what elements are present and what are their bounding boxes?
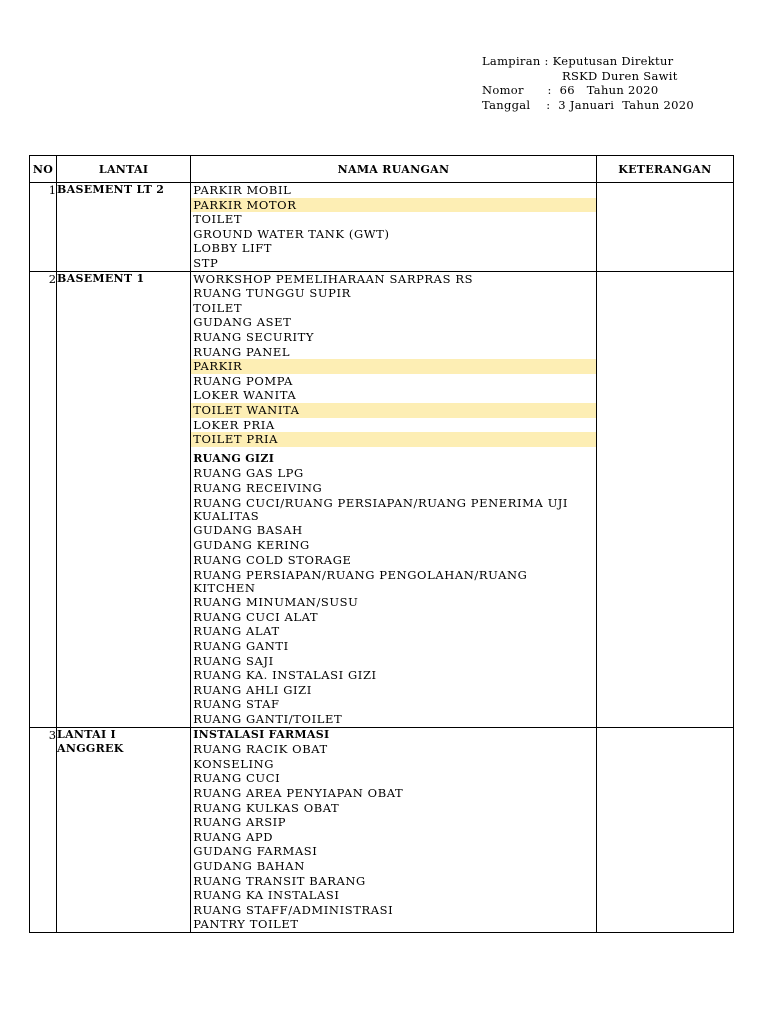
room-list-cell bbox=[191, 183, 597, 272]
room-item: PARKIR MOBIL bbox=[193, 183, 292, 197]
room-item: RUANG PANEL bbox=[193, 344, 291, 359]
room-list-cell bbox=[191, 271, 597, 727]
row-number: 2 bbox=[30, 271, 57, 727]
room-item: RUANG MINUMAN/SUSU bbox=[193, 595, 359, 610]
room-item: GUDANG ASET bbox=[193, 315, 292, 330]
floor-cell bbox=[57, 183, 191, 272]
room-item: PARKIR MOTOR bbox=[191, 198, 596, 213]
room-group-heading: INSTALASI FARMASI bbox=[193, 727, 330, 741]
room-item: GUDANG BASAH bbox=[193, 523, 303, 538]
room-item: RUANG SECURITY bbox=[193, 329, 315, 344]
room-item: RUANG ARSIP bbox=[193, 815, 287, 830]
room-item: RUANG KULKAS OBAT bbox=[193, 800, 340, 815]
header-keterangan: KETERANGAN bbox=[596, 156, 733, 183]
room-item: RUANG COLD STORAGE bbox=[193, 552, 352, 567]
room-item: LOBBY LIFT bbox=[193, 241, 273, 256]
room-item: TOILET PRIA bbox=[191, 432, 596, 447]
room-item: RUANG SAJI bbox=[193, 653, 274, 668]
nomor-line: Nomor : 66 Tahun 2020 bbox=[482, 83, 659, 97]
header-no: NO bbox=[30, 156, 57, 183]
room-item: PANTRY TOILET bbox=[193, 917, 299, 932]
room-item: RUANG TUNGGU SUPIR bbox=[193, 286, 351, 301]
room-group-heading: RUANG GIZI bbox=[193, 451, 275, 465]
room-item: RUANG AHLI GIZI bbox=[193, 682, 312, 697]
room-item: RUANG KA INSTALASI bbox=[193, 888, 340, 903]
table-row bbox=[30, 271, 734, 727]
room-item: RUANG STAF bbox=[193, 697, 280, 712]
room-item: GUDANG FARMASI bbox=[193, 844, 318, 859]
room-item: TOILET bbox=[193, 300, 243, 315]
room-table bbox=[29, 155, 734, 933]
row-number: 1 bbox=[30, 183, 57, 272]
room-item: GUDANG BAHAN bbox=[193, 858, 305, 873]
room-item: KONSELING bbox=[193, 756, 275, 771]
floor-name: LANTAI I bbox=[57, 727, 116, 741]
keterangan-cell bbox=[596, 271, 733, 727]
keterangan-cell bbox=[596, 183, 733, 272]
room-item: RUANG CUCI/RUANG PERSIAPAN/RUANG PENERIMA UJI KUALITAS bbox=[193, 496, 569, 524]
table-row bbox=[30, 183, 734, 272]
room-item: LOKER WANITA bbox=[193, 388, 297, 403]
room-item: GUDANG KERING bbox=[193, 538, 310, 553]
room-item: RUANG GAS LPG bbox=[193, 466, 304, 481]
room-item: PARKIR bbox=[191, 359, 596, 374]
room-item: RUANG AREA PENYIAPAN OBAT bbox=[193, 785, 404, 800]
room-item: STP bbox=[193, 255, 219, 270]
room-item: TOILET WANITA bbox=[191, 403, 596, 418]
room-item: RUANG TRANSIT BARANG bbox=[193, 873, 366, 888]
floor-name-line-2: ANGGREK bbox=[57, 742, 124, 756]
table-header-row bbox=[30, 156, 734, 183]
room-item: WORKSHOP PEMELIHARAAN SARPRAS RS bbox=[193, 271, 474, 286]
row-number: 3 bbox=[30, 727, 57, 932]
room-item: LOKER PRIA bbox=[193, 417, 275, 432]
lampiran-line-2: RSKD Duren Sawit bbox=[562, 68, 678, 83]
room-item: TOILET bbox=[193, 212, 243, 227]
room-item: RUANG PERSIAPAN/RUANG PENGOLAHAN/RUANG KITCHEN bbox=[193, 568, 528, 596]
tanggal-line: Tanggal : 3 Januari Tahun 2020 bbox=[482, 97, 694, 112]
floor-cell bbox=[57, 727, 191, 932]
room-item: RUANG ALAT bbox=[193, 624, 280, 639]
room-item: GROUND WATER TANK (GWT) bbox=[193, 226, 390, 241]
table-row bbox=[30, 727, 734, 932]
room-item: RUANG GANTI/TOILET bbox=[193, 712, 343, 726]
room-item: RUANG KA. INSTALASI GIZI bbox=[193, 668, 377, 683]
header-nama-ruangan: NAMA RUANGAN bbox=[191, 156, 597, 183]
room-item: RUANG GANTI bbox=[193, 639, 289, 654]
room-item: RUANG RACIK OBAT bbox=[193, 742, 328, 757]
attachment-header bbox=[482, 54, 694, 112]
room-list-cell bbox=[191, 727, 597, 932]
lampiran-line: Lampiran : Keputusan Direktur bbox=[482, 54, 674, 68]
floor-name: BASEMENT 1 bbox=[57, 271, 145, 285]
room-item: RUANG APD bbox=[193, 829, 274, 844]
room-item: RUANG POMPA bbox=[193, 373, 293, 388]
room-item: RUANG CUCI bbox=[193, 771, 281, 786]
floor-cell bbox=[57, 271, 191, 727]
keterangan-cell bbox=[596, 727, 733, 932]
header-lantai: LANTAI bbox=[57, 156, 191, 183]
floor-name: BASEMENT LT 2 bbox=[57, 183, 165, 196]
room-item: RUANG STAFF/ADMINISTRASI bbox=[193, 902, 394, 917]
room-item: RUANG CUCI ALAT bbox=[193, 609, 319, 624]
room-item: RUANG RECEIVING bbox=[193, 480, 323, 495]
